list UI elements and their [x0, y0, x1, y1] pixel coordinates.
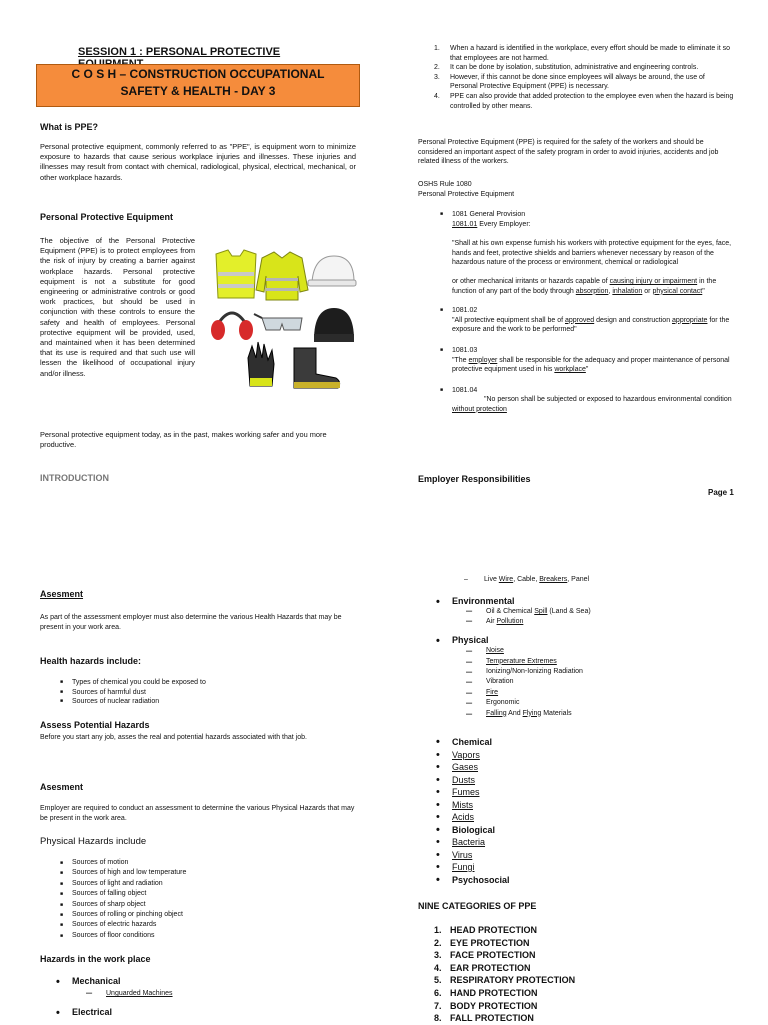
rule-1081-04: ■ 1081.04 "No person shall be subjected or exposed to hazardous environmental condition without protection	[440, 386, 736, 415]
workplace-hazards-list	[56, 976, 356, 1017]
live-wire-item: – Live Wire, Cable, Breakers, Panel	[464, 575, 734, 585]
ppe-category-item: 7. BODY PROTECTION	[434, 1000, 538, 1011]
physical-hazards-list	[60, 858, 360, 941]
unguarded-machines-item: – Unguarded Machines	[86, 989, 356, 999]
physical-hazard-item: ■ Sources of falling object	[60, 889, 360, 899]
health-hazard-item: ■ Sources of harmful dust	[60, 688, 360, 698]
ear-muffs-icon	[211, 313, 253, 340]
assessment-heading-1: Asesment	[40, 589, 84, 599]
chemical-item: • Fumes	[436, 786, 636, 799]
ppe-category-item: 3. FACE PROTECTION	[434, 950, 536, 961]
assessment-text-1: As part of the assessment employer must also determine the various Health Hazards that may be present in your work area.	[40, 614, 342, 631]
chemical-item: • Gases	[436, 761, 636, 774]
air-pollution-item: – Air Pollution	[466, 617, 736, 627]
assessment-heading-2: Asesment	[40, 782, 84, 792]
ppe-required-text: Personal Protective Equipment (PPE) is required for the safety of the workers and should be considered an important aspect of the safety program in order to avoid injuries, accidents and job related illness of the workers.	[418, 139, 719, 166]
banner-line-2: SAFETY & HEALTH - DAY 3	[120, 84, 276, 98]
physical-sub-item: – Vibration	[466, 677, 736, 687]
beanie-icon	[314, 308, 354, 342]
ppe-objective-text: The objective of the Personal Protective Equipment (PPE) is to protect employees from the risk of injury by creating a barrier against workplace hazards. Personal protective equipment is not a substitute for good engineering or administrative controls or good work practices, but should be used in conjunction with these controls to ensure the safety and health of employees. Personal protective equipment will be provided, used, and maintained when it has been determined that its use is required and that such use will lessen the likelihood of occupational injury and/or illness.	[40, 236, 195, 378]
chemical-category: • Chemical	[436, 736, 636, 749]
environmental-category: • Environmental – Oil & Chemical Spill (Land & Sea) – Air Pollution	[436, 596, 736, 626]
hazard-step-3: 3. However, if this cannot be done since employees will always be around, the use of Personal Protective Equipment (PPE) is necessary.	[434, 73, 705, 91]
rule-1081-01-quote-2: or other mechanical irritants or hazards capable of causing injury or impairment in the function of any part of the body through absorption, inhalation or physical contact"	[452, 277, 717, 295]
assess-potential-text: Before you start any job, asses the real and potential hazards associated with that job.	[40, 734, 307, 741]
health-hazard-item: ■ Types of chemical you could be exposed to	[60, 678, 360, 688]
hazard-step-1: 1. When a hazard is identified in the workplace, every effort should be made to eliminate it so that employees are not harmed.	[434, 45, 731, 62]
biological-item: • Bacteria	[436, 836, 636, 849]
physical-sub-item: – Ionizing/Non-Ionizing Radiation	[466, 667, 736, 677]
electrical-category: • Electrical	[56, 1007, 356, 1017]
physical-hazard-item: ■ Sources of electric hazards	[60, 920, 360, 930]
mechanical-category: • Mechanical – Unguarded Machines	[56, 976, 356, 999]
chemical-item: • Dusts	[436, 774, 636, 787]
what-is-ppe-heading: What is PPE?	[40, 122, 99, 132]
hazard-steps-list	[434, 44, 734, 111]
chemical-biological-list	[436, 736, 636, 886]
physical-sub-item: – Ergonomic	[466, 698, 736, 708]
banner-line-1: C O S H – CONSTRUCTION OCCUPATIONAL	[71, 67, 325, 81]
document-page-2	[0, 512, 768, 1024]
chemical-item: • Vapors	[436, 749, 636, 762]
introduction-label: INTRODUCTION	[40, 473, 109, 483]
falling-materials-item: – Falling And Flying Materials	[466, 709, 736, 719]
physical-hazard-item: ■ Sources of light and radiation	[60, 879, 360, 889]
biological-category: • Biological	[436, 824, 636, 837]
chemical-item: • Acids	[436, 811, 636, 824]
ppe-category-item: 5. RESPIRATORY PROTECTION	[434, 975, 576, 986]
physical-hazard-item: ■ Sources of high and low temperature	[60, 868, 360, 878]
session-title: SESSION 1 : PERSONAL PROTECTIVE	[78, 46, 281, 58]
health-hazards-heading: Health hazards include:	[40, 656, 142, 666]
ppe-today-text: Personal protective equipment today, as in the past, makes working safer and you more productive.	[40, 430, 327, 450]
hazards-workplace-heading: Hazards in the work place	[40, 954, 151, 964]
document-page-1	[0, 0, 768, 512]
health-hazards-list	[60, 678, 360, 707]
hazard-step-4: 4. PPE can also provide that added protection to the employee even when the hazard is being controlled by other means.	[434, 92, 734, 110]
safety-boot-icon	[294, 348, 340, 388]
safety-vest-icon	[216, 250, 256, 298]
ppe-category-item: 6. HAND PROTECTION	[434, 987, 538, 998]
biological-item: • Fungi	[436, 861, 636, 874]
day-banner	[36, 64, 360, 107]
ppe-category-item: 8. FALL PROTECTION	[434, 1013, 534, 1024]
rule-1081-02: ■ 1081.02 "All protective equipment shall be of approved design and construction appropriate for the exposure and the work to be performed"	[440, 306, 736, 335]
ppe-category-item: 2. EYE PROTECTION	[434, 937, 530, 948]
nine-categories-heading: NINE CATEGORIES OF PPE	[418, 901, 537, 911]
rule-1081-list	[440, 210, 736, 415]
hazard-categories-list	[436, 596, 736, 719]
employer-responsibilities-heading: Employer Responsibilities	[418, 474, 531, 484]
page-number: Page 1	[708, 488, 734, 497]
physical-hazard-item: ■ Sources of motion	[60, 858, 360, 868]
work-glove-icon	[248, 342, 274, 386]
physical-hazards-heading: Physical Hazards include	[40, 836, 147, 847]
rule-1081-03: ■ 1081.03 "The employer shall be responsible for the adequacy and proper maintenance of personal protective equipment used in his workplace"	[440, 346, 736, 375]
ppe-equipment-illustration	[208, 246, 358, 394]
rule-1081-01-quote: "Shall at his own expense furnish his workers with protective equipment for the eyes, face, hands and feet, protective shields and barriers whenever necessary by reason of the hazardous nature of the process or environment, chemical or radiological	[452, 240, 732, 267]
hazard-step-2: 2. It can be done by isolation, substitution, administrative and engineering controls.	[434, 64, 699, 72]
ppe-category-item: 4. EAR PROTECTION	[434, 962, 531, 973]
ppe-categories-list	[434, 924, 694, 1025]
ppe-category-item: 1. HEAD PROTECTION	[434, 925, 538, 935]
physical-hazard-item: ■ Sources of sharp object	[60, 900, 360, 910]
physical-category: • Physical – Noise – Temperature Extremes – Ionizing/Non-Ionizing Radiation – Vibration – Fire – Ergonomic – Falling And Flying Materials	[436, 635, 736, 719]
physical-sub-item: – Noise	[466, 646, 736, 656]
hard-hat-icon	[308, 256, 356, 286]
safety-glasses-icon	[254, 314, 302, 330]
physical-hazard-item: ■ Sources of floor conditions	[60, 931, 360, 941]
rule-1081-general: ■ 1081 General Provision 1081.01 Every Employer: "Shall at his own expense furnish his workers with protective equipment for the eyes, face, hands and feet, protective shields and barriers whenever necessary by reason of the hazardous nature of the process or environment, chemical or radiological or other mechanical irritants or hazards capable of causing injury or impairment in the function of any part of the body through absorption, inhalation or physical contact"	[440, 210, 736, 296]
chemical-item: • Mists	[436, 799, 636, 812]
oshs-rule: OSHS Rule 1080	[418, 181, 472, 188]
what-is-ppe-text: Personal protective equipment, commonly referred to as "PPE", is equipment worn to minimize exposure to hazards that cause serious workplace injuries and illnesses. These injuries and illnesses may result from contact with chemical, radiological, physical, electrical, mechanical, or other workplace hazards.	[40, 142, 356, 182]
health-hazard-item: ■ Sources of nuclear radiation	[60, 697, 360, 707]
physical-sub-item: – Fire	[466, 688, 736, 698]
electrical-sub-list	[464, 575, 734, 585]
hi-vis-jacket-icon	[256, 252, 308, 300]
oil-spill-item: – Oil & Chemical Spill (Land & Sea)	[466, 607, 736, 617]
assess-potential-heading: Assess Potential Hazards	[40, 720, 150, 730]
psychosocial-category: • Psychosocial	[436, 874, 636, 887]
oshs-rule-subtitle: Personal Protective Equipment	[418, 191, 515, 198]
physical-sub-item: – Temperature Extremes	[466, 657, 736, 667]
assessment-text-2: Employer are required to conduct an assessment to determine the various Physical Hazards that may be present in the work area.	[40, 805, 355, 822]
physical-hazard-item: ■ Sources of rolling or pinching object	[60, 910, 360, 920]
ppe-heading: Personal Protective Equipment	[40, 212, 174, 222]
biological-item: • Virus	[436, 849, 636, 862]
